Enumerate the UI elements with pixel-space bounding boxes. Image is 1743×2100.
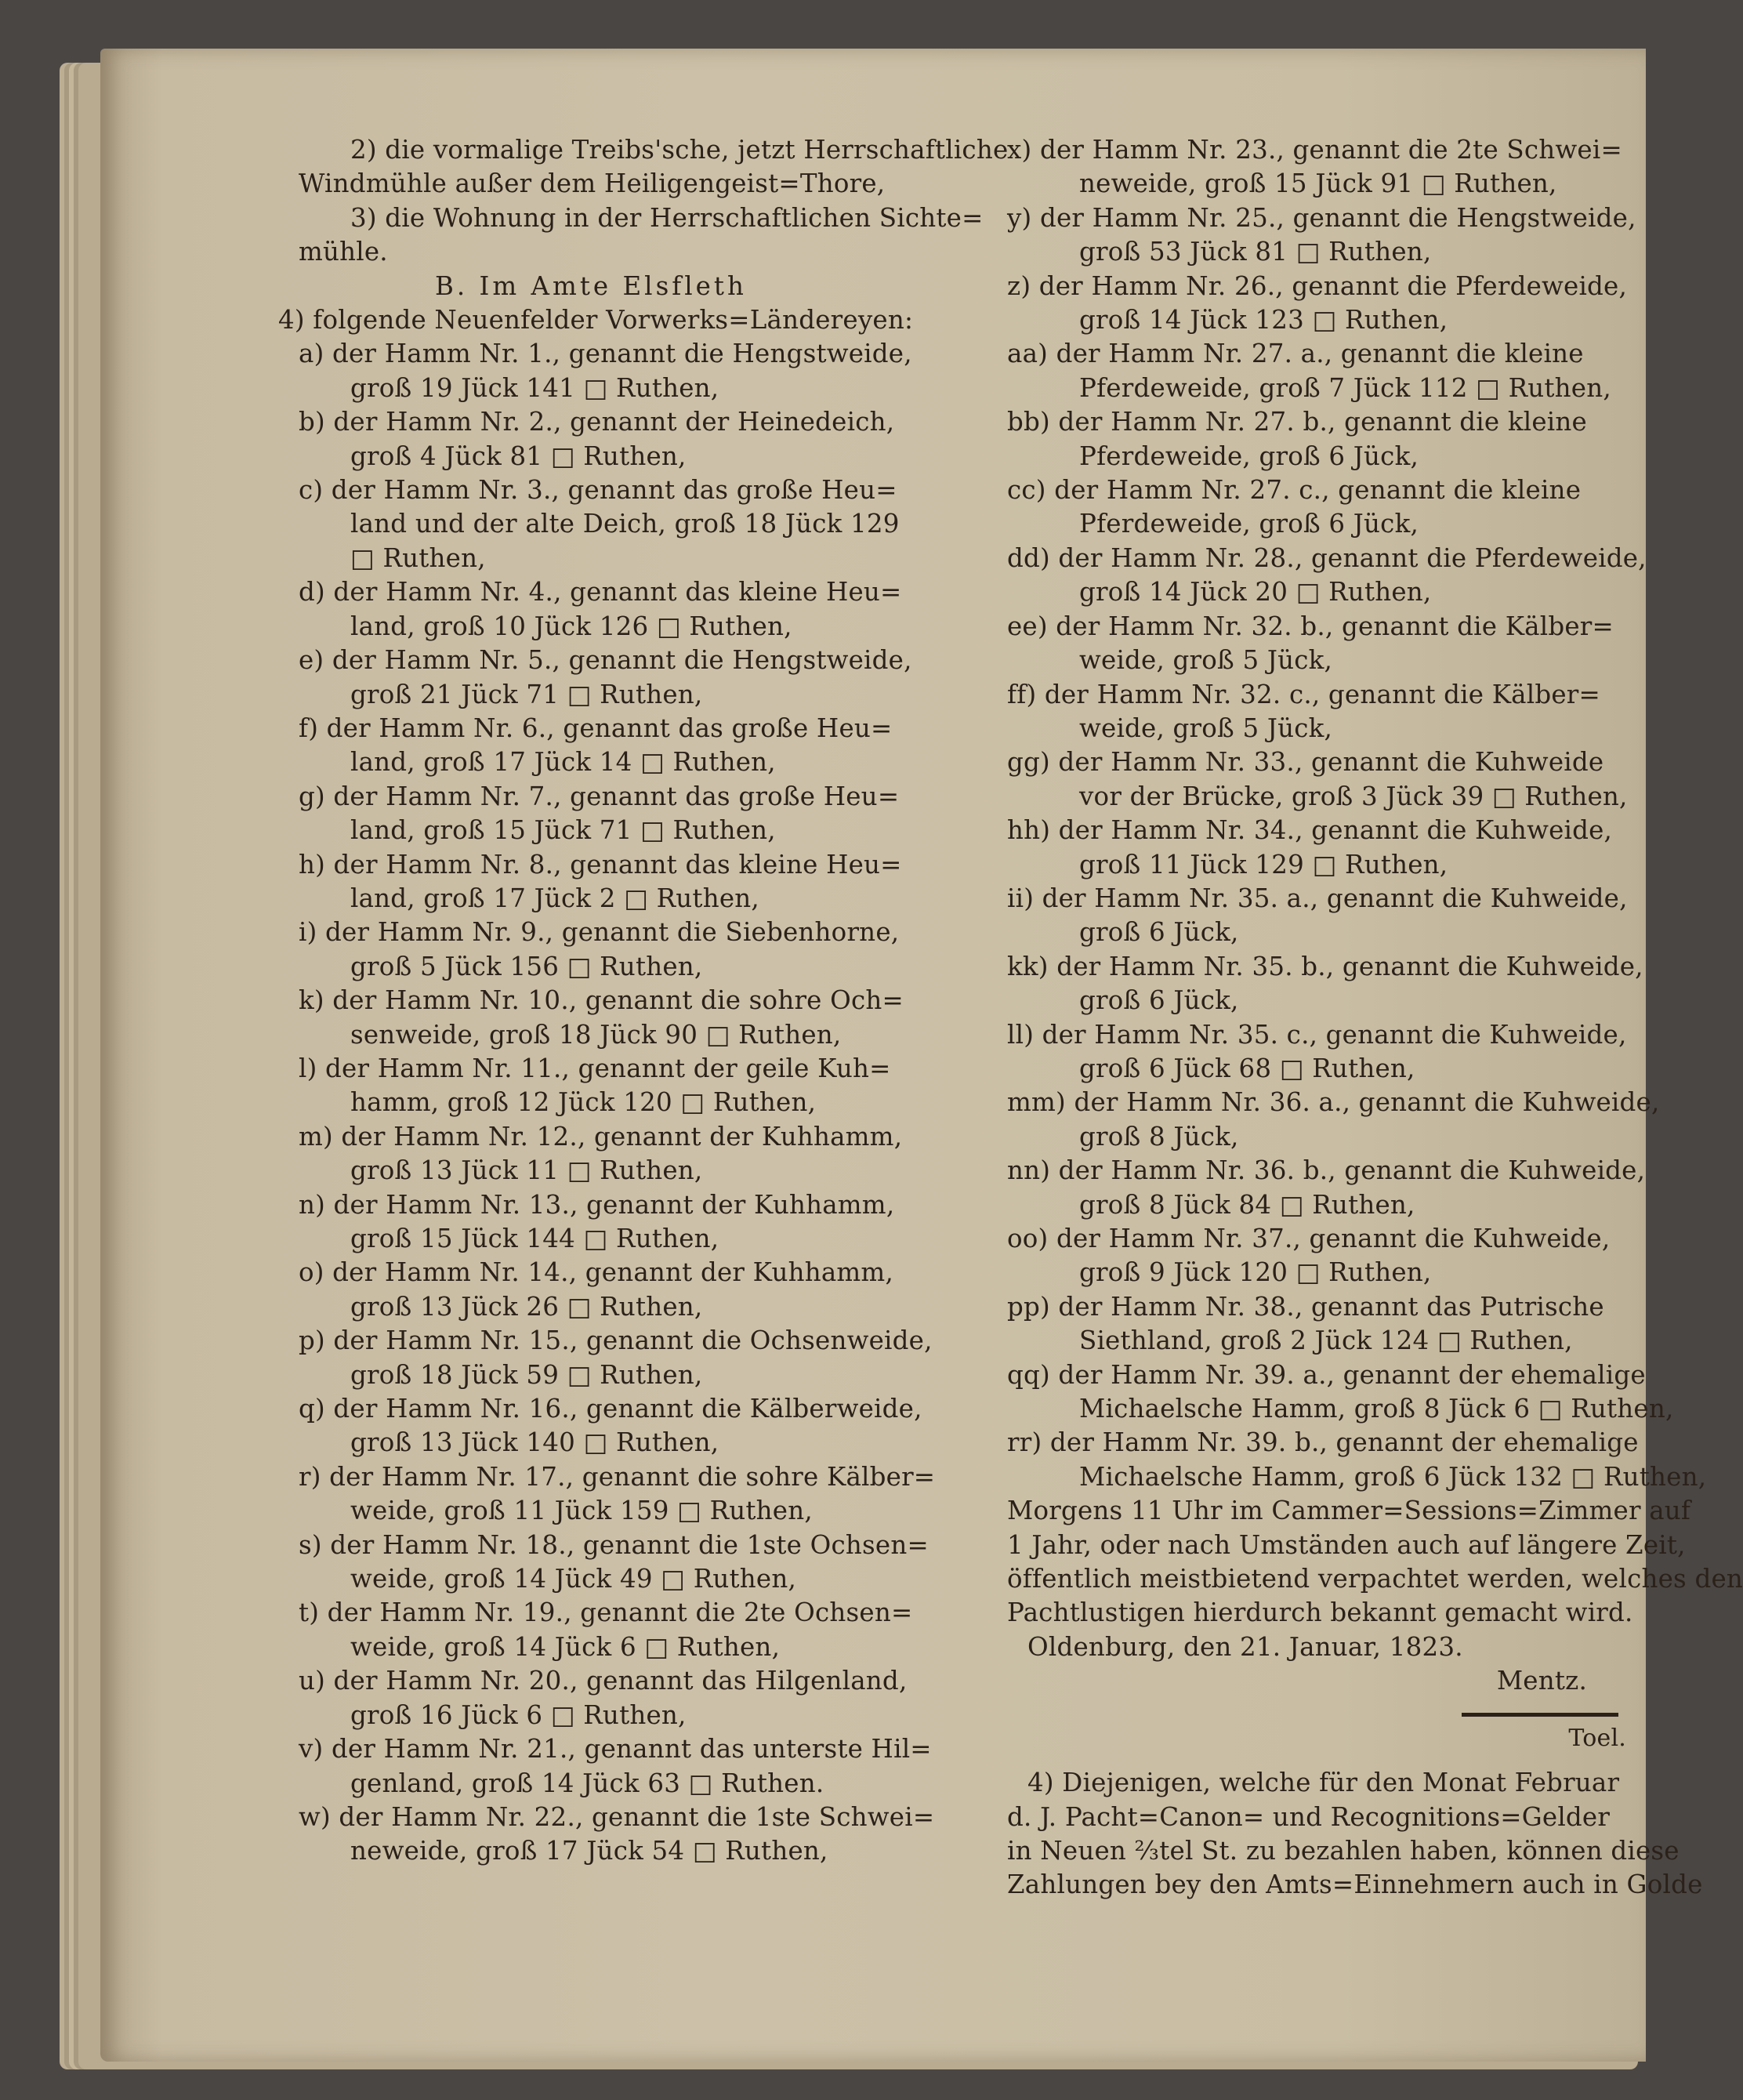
left-text-column	[278, 133, 1009, 1869]
text-line: m) der Hamm Nr. 12., genannt der Kuhhamm,	[299, 1121, 903, 1152]
text-line: g) der Hamm Nr. 7., genannt das große Heu=	[299, 781, 900, 811]
text-line: weide, groß 5 Jück,	[1079, 713, 1333, 743]
text-line: groß 6 Jück,	[1079, 985, 1239, 1016]
text-line: qq) der Hamm Nr. 39. a., genannt der ehemalige	[1007, 1359, 1646, 1390]
text-line: groß 19 Jück 141 □ Ruthen,	[350, 372, 719, 403]
text-line: land, groß 17 Jück 14 □ Ruthen,	[350, 747, 776, 778]
text-line: a) der Hamm Nr. 1., genannt die Hengstweide,	[299, 339, 912, 369]
text-line: groß 13 Jück 140 □ Ruthen,	[350, 1427, 719, 1458]
text-line: s) der Hamm Nr. 18., genannt die 1ste Ochsen=	[299, 1529, 929, 1560]
text-line: weide, groß 14 Jück 6 □ Ruthen,	[350, 1631, 781, 1662]
text-line: o) der Hamm Nr. 14., genannt der Kuhhamm,	[299, 1257, 893, 1288]
text-line: ee) der Hamm Nr. 32. b., genannt die Kälber=	[1007, 611, 1614, 641]
text-line: vor der Brücke, groß 3 Jück 39 □ Ruthen,	[1079, 781, 1628, 811]
text-line: groß 13 Jück 26 □ Ruthen,	[350, 1291, 703, 1322]
text-line: groß 16 Jück 6 □ Ruthen,	[350, 1699, 687, 1730]
text-line: d) der Hamm Nr. 4., genannt das kleine Heu=	[299, 577, 902, 608]
text-line: v) der Hamm Nr. 21., genannt das unterste Hil=	[299, 1734, 932, 1765]
text-line: Pferdeweide, groß 6 Jück,	[1079, 441, 1419, 471]
text-line: q) der Hamm Nr. 16., genannt die Kälberweide,	[299, 1394, 922, 1424]
text-line: f) der Hamm Nr. 6., genannt das große Heu=	[299, 713, 893, 743]
text-line: Morgens 11 Uhr im Cammer=Sessions=Zimmer auf	[1007, 1496, 1691, 1526]
text-line: öffentlich meistbietend verpachtet werden, welches den	[1007, 1564, 1743, 1594]
text-line: senweide, groß 18 Jück 90 □ Ruthen,	[350, 1019, 842, 1050]
text-line: 4) Diejenigen, welche für den Monat Februar	[1027, 1768, 1620, 1798]
text-line: weide, groß 5 Jück,	[1079, 645, 1333, 676]
text-line: land, groß 15 Jück 71 □ Ruthen,	[350, 815, 776, 846]
text-line: mm) der Hamm Nr. 36. a., genannt die Kuhweide,	[1007, 1087, 1660, 1118]
closing-notice	[1007, 1766, 1703, 1902]
text-line: y) der Hamm Nr. 25., genannt die Hengstweide,	[1007, 202, 1636, 233]
text-line: k) der Hamm Nr. 10., genannt die sohre Och=	[299, 985, 904, 1016]
text-line: pp) der Hamm Nr. 38., genannt das Putrische	[1007, 1291, 1604, 1322]
text-line: l) der Hamm Nr. 11., genannt der geile Kuh=	[299, 1053, 891, 1083]
text-line: z) der Hamm Nr. 26., genannt die Pferdeweide,	[1007, 270, 1628, 301]
text-line: nn) der Hamm Nr. 36. b., genannt die Kuhweide,	[1007, 1155, 1646, 1186]
text-line: kk) der Hamm Nr. 35. b., genannt die Kuhweide,	[1007, 951, 1643, 981]
text-line: x) der Hamm Nr. 23., genannt die 2te Schwei=	[1007, 135, 1622, 165]
text-line: gg) der Hamm Nr. 33., genannt die Kuhweide	[1007, 747, 1604, 778]
text-line: Pferdeweide, groß 7 Jück 112 □ Ruthen,	[1079, 372, 1611, 403]
text-line: Pachtlustigen hierdurch bekannt gemacht wird.	[1007, 1598, 1633, 1628]
text-line: w) der Hamm Nr. 22., genannt die 1ste Schwei=	[299, 1801, 935, 1832]
text-line: groß 13 Jück 11 □ Ruthen,	[350, 1155, 703, 1186]
text-line: ll) der Hamm Nr. 35. c., genannt die Kuhweide,	[1007, 1019, 1627, 1050]
text-line: neweide, groß 17 Jück 54 □ Ruthen,	[350, 1836, 828, 1866]
text-line: dd) der Hamm Nr. 28., genannt die Pferdeweide,	[1007, 542, 1647, 573]
text-line: weide, groß 11 Jück 159 □ Ruthen,	[350, 1496, 813, 1526]
text-line: ii) der Hamm Nr. 35. a., genannt die Kuhweide,	[1007, 883, 1628, 913]
text-line: 2) die vormalige Treibs'sche, jetzt Herrschaftliche	[350, 135, 1009, 165]
text-line: weide, groß 14 Jück 49 □ Ruthen,	[350, 1564, 796, 1594]
text-line: oo) der Hamm Nr. 37., genannt die Kuhweide,	[1007, 1224, 1611, 1253]
text-line: B. Im Amte Elsfleth	[435, 270, 747, 301]
text-line: d. J. Pacht=Canon= und Recognitions=Gelder	[1007, 1801, 1611, 1832]
text-line: Siethland, groß 2 Jück 124 □ Ruthen,	[1079, 1326, 1573, 1356]
text-line: Oldenburg, den 21. Januar, 1823.	[1027, 1631, 1463, 1662]
text-line: aa) der Hamm Nr. 27. a., genannt die kleine	[1007, 339, 1584, 369]
text-line: land und der alte Deich, groß 18 Jück 129	[350, 509, 900, 539]
text-line: p) der Hamm Nr. 15., genannt die Ochsenweide,	[299, 1326, 933, 1356]
text-line: b) der Hamm Nr. 2., genannt der Heinedeich,	[299, 407, 895, 437]
text-line: land, groß 17 Jück 2 □ Ruthen,	[350, 883, 759, 913]
text-line: land, groß 10 Jück 126 □ Ruthen,	[350, 611, 792, 641]
text-line: genland, groß 14 Jück 63 □ Ruthen.	[350, 1768, 824, 1798]
text-line: h) der Hamm Nr. 8., genannt das kleine Heu=	[299, 849, 902, 880]
text-line: groß 6 Jück,	[1079, 917, 1239, 948]
text-line: cc) der Hamm Nr. 27. c., genannt die kleine	[1007, 475, 1582, 506]
text-line: Michaelsche Hamm, groß 6 Jück 132 □ Ruthen,	[1079, 1461, 1707, 1492]
text-line: in Neuen ⅔tel St. zu bezahlen haben, können diese	[1007, 1835, 1680, 1866]
separator-rule	[1462, 1713, 1618, 1717]
text-line: neweide, groß 15 Jück 91 □ Ruthen,	[1079, 169, 1557, 199]
text-line: hamm, groß 12 Jück 120 □ Ruthen,	[350, 1087, 817, 1118]
text-line: groß 21 Jück 71 □ Ruthen,	[350, 679, 703, 709]
right-column-lines	[1007, 133, 1743, 1664]
text-line: groß 8 Jück,	[1079, 1121, 1239, 1152]
text-line: groß 4 Jück 81 □ Ruthen,	[350, 441, 687, 471]
text-line: 1 Jahr, oder nach Umständen auch auf längere Zeit,	[1007, 1529, 1686, 1560]
text-line: t) der Hamm Nr. 19., genannt die 2te Ochsen=	[299, 1598, 913, 1628]
text-line: n) der Hamm Nr. 13., genannt der Kuhhamm,	[299, 1189, 895, 1220]
text-line: c) der Hamm Nr. 3., genannt das große Heu=	[299, 475, 897, 506]
text-line: groß 18 Jück 59 □ Ruthen,	[350, 1359, 703, 1390]
text-line: Zahlungen bey den Amts=Einnehmern auch in Golde	[1007, 1870, 1703, 1900]
text-line: groß 14 Jück 20 □ Ruthen,	[1079, 577, 1432, 608]
text-line: hh) der Hamm Nr. 34., genannt die Kuhweide,	[1007, 815, 1613, 846]
text-line: rr) der Hamm Nr. 39. b., genannt der ehemalige	[1007, 1427, 1639, 1458]
signature-toel: Toel.	[1568, 1724, 1626, 1752]
text-line: groß 14 Jück 123 □ Ruthen,	[1079, 305, 1448, 335]
text-line: groß 15 Jück 144 □ Ruthen,	[350, 1224, 719, 1253]
text-line: groß 6 Jück 68 □ Ruthen,	[1079, 1053, 1415, 1083]
text-line: groß 11 Jück 129 □ Ruthen,	[1079, 849, 1448, 880]
text-line: i) der Hamm Nr. 9., genannt die Siebenhorne,	[299, 917, 900, 948]
text-line: 4) folgende Neuenfelder Vorwerks=Ländereyen:	[278, 305, 914, 335]
text-line: ff) der Hamm Nr. 32. c., genannt die Kälber=	[1007, 679, 1600, 709]
text-line: Windmühle außer dem Heiligengeist=Thore,	[299, 169, 886, 199]
text-line: mühle.	[299, 237, 388, 267]
text-line: Pferdeweide, groß 6 Jück,	[1079, 509, 1419, 539]
signature-mentz: Mentz.	[1496, 1666, 1587, 1696]
right-text-column	[1007, 133, 1743, 1902]
text-line: r) der Hamm Nr. 17., genannt die sohre Kälber=	[299, 1461, 936, 1492]
text-line: bb) der Hamm Nr. 27. b., genannt die kleine	[1007, 407, 1587, 437]
text-line: groß 5 Jück 156 □ Ruthen,	[350, 951, 703, 981]
text-line: 3) die Wohnung in der Herrschaftlichen Sichte=	[350, 202, 984, 233]
text-line: groß 9 Jück 120 □ Ruthen,	[1079, 1257, 1432, 1288]
text-line: e) der Hamm Nr. 5., genannt die Hengstweide,	[299, 645, 912, 676]
text-line: u) der Hamm Nr. 20., genannt das Hilgenland,	[299, 1666, 908, 1696]
text-line: groß 53 Jück 81 □ Ruthen,	[1079, 237, 1432, 267]
text-line: □ Ruthen,	[350, 542, 486, 573]
text-line: Michaelsche Hamm, groß 8 Jück 6 □ Ruthen,	[1079, 1394, 1674, 1424]
text-line: groß 8 Jück 84 □ Ruthen,	[1079, 1189, 1415, 1220]
